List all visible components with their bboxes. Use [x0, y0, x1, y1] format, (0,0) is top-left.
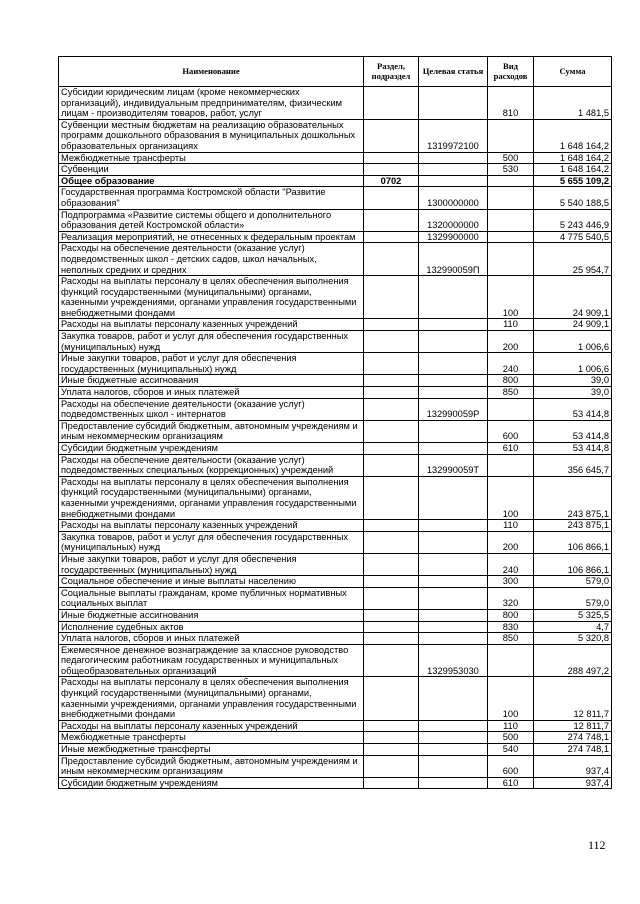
- cell-expense: 100: [488, 677, 534, 720]
- cell-section: [364, 609, 419, 621]
- cell-sum: 5 325,5: [534, 609, 612, 621]
- cell-section: [364, 644, 419, 677]
- cell-section: [364, 420, 419, 442]
- cell-expense: 200: [488, 331, 534, 353]
- table-row: [59, 443, 612, 455]
- cell-sum: 579,0: [534, 576, 612, 588]
- cell-sum: 4 775 540,5: [534, 231, 612, 243]
- cell-name: Иные межбюджетные трансферты: [59, 744, 364, 756]
- table-row: [59, 677, 612, 720]
- cell-sum: 1 648 164,2: [534, 119, 612, 152]
- cell-section: [364, 375, 419, 387]
- cell-section: [364, 231, 419, 243]
- cell-expense: [488, 175, 534, 187]
- cell-target: 132990059П: [419, 243, 488, 276]
- cell-section: [364, 621, 419, 633]
- cell-target: [419, 476, 488, 519]
- cell-expense: [488, 187, 534, 209]
- page-number: 112: [588, 838, 606, 852]
- cell-expense: 110: [488, 720, 534, 732]
- cell-section: [364, 209, 419, 231]
- cell-sum: 1 481,5: [534, 87, 612, 120]
- cell-sum: 24 909,1: [534, 276, 612, 319]
- table-row: [59, 243, 612, 276]
- cell-name: Социальные выплаты гражданам, кроме публичных нормативных социальных выплат: [59, 587, 364, 609]
- cell-expense: [488, 398, 534, 420]
- cell-target: 132990059Т: [419, 454, 488, 476]
- cell-expense: 110: [488, 520, 534, 532]
- table-header-row: [59, 57, 612, 87]
- table-row: [59, 119, 612, 152]
- cell-target: [419, 587, 488, 609]
- budget-table: [58, 56, 612, 789]
- cell-sum: 1 648 164,2: [534, 152, 612, 164]
- cell-expense: 110: [488, 319, 534, 331]
- cell-name: Уплата налогов, сборов и иных платежей: [59, 387, 364, 399]
- cell-name: Субвенции: [59, 164, 364, 176]
- cell-sum: 24 909,1: [534, 319, 612, 331]
- cell-section: [364, 454, 419, 476]
- cell-target: [419, 443, 488, 455]
- table-row: [59, 744, 612, 756]
- cell-target: 1319972100: [419, 119, 488, 152]
- cell-expense: 600: [488, 420, 534, 442]
- cell-name: Субсидии бюджетным учреждениям: [59, 777, 364, 789]
- table-row: [59, 720, 612, 732]
- header-section: Раздел, подраздел: [364, 57, 419, 87]
- cell-section: [364, 576, 419, 588]
- table-row: [59, 633, 612, 645]
- cell-sum: 937,4: [534, 777, 612, 789]
- cell-name: Исполнение судебных актов: [59, 621, 364, 633]
- cell-section: [364, 152, 419, 164]
- cell-name: Расходы на обеспечение деятельности (оказание услуг) подведомственных школ - интернатов: [59, 398, 364, 420]
- cell-target: [419, 152, 488, 164]
- cell-name: Расходы на выплаты персоналу в целях обеспечения выполнения функций государственными (муниципальными) органами, казенными учреждениями, органами управления государственными внебюджетными фондами: [59, 677, 364, 720]
- cell-target: [419, 621, 488, 633]
- cell-name: Общее образование: [59, 175, 364, 187]
- cell-name: Субсидии юридическим лицам (кроме некоммерческих организаций), индивидуальным предпринимателям, физическим лицам - производителям товаров, работ, услуг: [59, 87, 364, 120]
- cell-section: [364, 520, 419, 532]
- table-row: [59, 644, 612, 677]
- table-row: [59, 398, 612, 420]
- cell-name: Межбюджетные трансферты: [59, 152, 364, 164]
- cell-target: 1320000000: [419, 209, 488, 231]
- cell-section: [364, 476, 419, 519]
- cell-expense: 200: [488, 531, 534, 553]
- cell-name: Подпрограмма «Развитие системы общего и дополнительного образования детей Костромской области»: [59, 209, 364, 231]
- cell-sum: 12 811,7: [534, 677, 612, 720]
- header-sum: Сумма: [534, 57, 612, 87]
- cell-section: [364, 587, 419, 609]
- cell-target: [419, 609, 488, 621]
- cell-target: 1329900000: [419, 231, 488, 243]
- cell-expense: 500: [488, 152, 534, 164]
- cell-sum: 579,0: [534, 587, 612, 609]
- cell-name: Предоставление субсидий бюджетным, автономным учреждениям и иным некоммерческим организациям: [59, 420, 364, 442]
- cell-expense: 610: [488, 443, 534, 455]
- cell-target: [419, 87, 488, 120]
- cell-expense: 500: [488, 732, 534, 744]
- cell-section: [364, 353, 419, 375]
- cell-expense: 100: [488, 476, 534, 519]
- cell-section: [364, 387, 419, 399]
- cell-sum: 25 954,7: [534, 243, 612, 276]
- cell-target: [419, 164, 488, 176]
- cell-sum: 5 320,8: [534, 633, 612, 645]
- table-row: [59, 319, 612, 331]
- cell-name: Закупка товаров, работ и услуг для обеспечения государственных (муниципальных) нужд: [59, 531, 364, 553]
- table-row: [59, 152, 612, 164]
- table-row: [59, 87, 612, 120]
- cell-target: [419, 576, 488, 588]
- table-row: [59, 353, 612, 375]
- cell-name: Иные бюджетные ассигнования: [59, 375, 364, 387]
- cell-sum: 356 645,7: [534, 454, 612, 476]
- table-row: [59, 476, 612, 519]
- cell-section: [364, 677, 419, 720]
- cell-expense: [488, 119, 534, 152]
- cell-target: [419, 331, 488, 353]
- table-row: [59, 609, 612, 621]
- table-row: [59, 454, 612, 476]
- cell-target: [419, 375, 488, 387]
- cell-sum: 1 648 164,2: [534, 164, 612, 176]
- header-name: Наименование: [59, 57, 364, 87]
- cell-sum: 5 540 188,5: [534, 187, 612, 209]
- table-row: [59, 276, 612, 319]
- table-row: [59, 621, 612, 633]
- cell-name: Государственная программа Костромской области "Развитие образования": [59, 187, 364, 209]
- cell-expense: 810: [488, 87, 534, 120]
- table-row: [59, 520, 612, 532]
- cell-target: [419, 387, 488, 399]
- cell-expense: [488, 231, 534, 243]
- cell-name: Субвенции местным бюджетам на реализацию образовательных программ дошкольного образования в муниципальных дошкольных образовательных организациях: [59, 119, 364, 152]
- cell-name: Расходы на выплаты персоналу в целях обеспечения выполнения функций государственными (муниципальными) органами, казенными учреждениями, органами управления государственными внебюджетными фондами: [59, 476, 364, 519]
- table-row: [59, 576, 612, 588]
- cell-sum: 288 497,2: [534, 644, 612, 677]
- cell-expense: 850: [488, 633, 534, 645]
- cell-target: [419, 744, 488, 756]
- cell-section: [364, 633, 419, 645]
- cell-sum: 5 655 109,2: [534, 175, 612, 187]
- cell-name: Уплата налогов, сборов и иных платежей: [59, 633, 364, 645]
- cell-name: Расходы на обеспечение деятельности (оказание услуг) подведомственных школ - детских садов, школ начальных, неполных средних и средних: [59, 243, 364, 276]
- cell-sum: 243 875,1: [534, 476, 612, 519]
- cell-sum: 274 748,1: [534, 744, 612, 756]
- cell-expense: 320: [488, 587, 534, 609]
- table-row: [59, 387, 612, 399]
- table-row: [59, 732, 612, 744]
- cell-target: [419, 531, 488, 553]
- table-row: [59, 420, 612, 442]
- cell-name: Расходы на выплаты персоналу в целях обеспечения выполнения функций государственными (муниципальными) органами, казенными учреждениями, органами управления государственными внебюджетными фондами: [59, 276, 364, 319]
- cell-name: Закупка товаров, работ и услуг для обеспечения государственных (муниципальных) нужд: [59, 331, 364, 353]
- cell-sum: 53 414,8: [534, 420, 612, 442]
- table-row: [59, 777, 612, 789]
- cell-target: [419, 755, 488, 777]
- cell-name: Социальное обеспечение и иные выплаты населению: [59, 576, 364, 588]
- cell-target: [419, 175, 488, 187]
- cell-target: [419, 732, 488, 744]
- cell-target: [419, 720, 488, 732]
- cell-target: 1329953030: [419, 644, 488, 677]
- table-row: [59, 231, 612, 243]
- cell-name: Межбюджетные трансферты: [59, 732, 364, 744]
- cell-expense: 800: [488, 375, 534, 387]
- table-row: [59, 531, 612, 553]
- cell-expense: [488, 243, 534, 276]
- cell-expense: 300: [488, 576, 534, 588]
- cell-expense: 240: [488, 553, 534, 575]
- cell-section: [364, 443, 419, 455]
- cell-target: [419, 677, 488, 720]
- cell-target: [419, 633, 488, 645]
- cell-section: [364, 720, 419, 732]
- cell-target: 1300000000: [419, 187, 488, 209]
- cell-name: Расходы на выплаты персоналу казенных учреждений: [59, 520, 364, 532]
- cell-target: [419, 520, 488, 532]
- cell-section: [364, 744, 419, 756]
- cell-sum: 1 006,6: [534, 353, 612, 375]
- cell-name: Субсидии бюджетным учреждениям: [59, 443, 364, 455]
- cell-target: [419, 777, 488, 789]
- table-row: [59, 164, 612, 176]
- cell-sum: 1 006,6: [534, 331, 612, 353]
- table-row: [59, 175, 612, 187]
- cell-name: Ежемесячное денежное вознаграждение за классное руководство педагогическим работникам государственных и муниципальных общеобразовательных организаций: [59, 644, 364, 677]
- cell-target: [419, 553, 488, 575]
- cell-section: [364, 319, 419, 331]
- cell-sum: 937,4: [534, 755, 612, 777]
- cell-expense: 540: [488, 744, 534, 756]
- cell-section: [364, 531, 419, 553]
- cell-sum: 53 414,8: [534, 443, 612, 455]
- cell-section: [364, 164, 419, 176]
- cell-sum: 4,7: [534, 621, 612, 633]
- cell-sum: 39,0: [534, 375, 612, 387]
- table-row: [59, 331, 612, 353]
- cell-name: Иные закупки товаров, работ и услуг для обеспечения государственных (муниципальных) нужд: [59, 353, 364, 375]
- cell-sum: 53 414,8: [534, 398, 612, 420]
- cell-expense: [488, 454, 534, 476]
- header-target: Целевая статья: [419, 57, 488, 87]
- table-row: [59, 209, 612, 231]
- cell-section: [364, 87, 419, 120]
- cell-section: [364, 187, 419, 209]
- cell-expense: 530: [488, 164, 534, 176]
- cell-sum: 243 875,1: [534, 520, 612, 532]
- cell-expense: [488, 644, 534, 677]
- cell-expense: [488, 209, 534, 231]
- header-expense: Вид расходов: [488, 57, 534, 87]
- cell-sum: 274 748,1: [534, 732, 612, 744]
- cell-name: Предоставление субсидий бюджетным, автономным учреждениям и иным некоммерческим организациям: [59, 755, 364, 777]
- cell-name: Иные закупки товаров, работ и услуг для обеспечения государственных (муниципальных) нужд: [59, 553, 364, 575]
- cell-section: [364, 398, 419, 420]
- cell-target: 132990059Р: [419, 398, 488, 420]
- cell-sum: 5 243 446,9: [534, 209, 612, 231]
- cell-section: [364, 331, 419, 353]
- cell-name: Расходы на выплаты персоналу казенных учреждений: [59, 319, 364, 331]
- table-row: [59, 187, 612, 209]
- cell-name: Расходы на обеспечение деятельности (оказание услуг) подведомственных специальных (коррекционных) учреждений: [59, 454, 364, 476]
- cell-section: [364, 276, 419, 319]
- cell-section: [364, 755, 419, 777]
- cell-target: [419, 353, 488, 375]
- cell-section: [364, 732, 419, 744]
- cell-name: Иные бюджетные ассигнования: [59, 609, 364, 621]
- table-row: [59, 587, 612, 609]
- cell-expense: 240: [488, 353, 534, 375]
- cell-name: Реализация мероприятий, не отнесенных к федеральным проектам: [59, 231, 364, 243]
- cell-expense: 850: [488, 387, 534, 399]
- cell-expense: 800: [488, 609, 534, 621]
- cell-section: [364, 243, 419, 276]
- cell-section: [364, 553, 419, 575]
- cell-section: 0702: [364, 175, 419, 187]
- cell-sum: 106 866,1: [534, 531, 612, 553]
- cell-expense: 610: [488, 777, 534, 789]
- cell-sum: 106 866,1: [534, 553, 612, 575]
- cell-sum: 12 811,7: [534, 720, 612, 732]
- table-row: [59, 553, 612, 575]
- table-row: [59, 375, 612, 387]
- cell-target: [419, 420, 488, 442]
- cell-expense: 100: [488, 276, 534, 319]
- cell-expense: 830: [488, 621, 534, 633]
- cell-section: [364, 119, 419, 152]
- cell-sum: 39,0: [534, 387, 612, 399]
- cell-name: Расходы на выплаты персоналу казенных учреждений: [59, 720, 364, 732]
- table-row: [59, 755, 612, 777]
- cell-target: [419, 319, 488, 331]
- cell-expense: 600: [488, 755, 534, 777]
- cell-section: [364, 777, 419, 789]
- cell-target: [419, 276, 488, 319]
- table-body: [59, 87, 612, 789]
